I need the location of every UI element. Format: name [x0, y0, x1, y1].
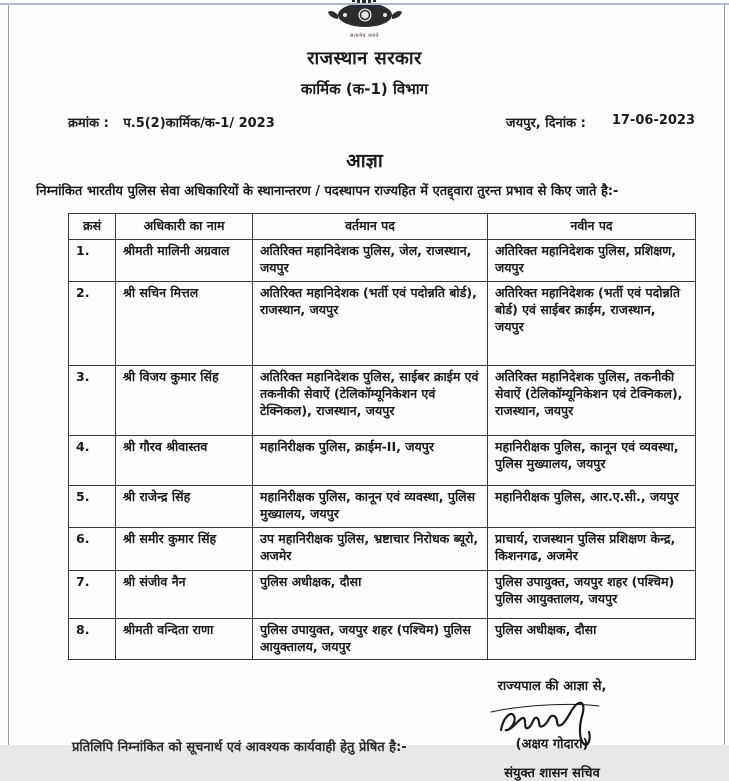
cell-current-post: अतिरिक्त महानिदेशक पुलिस, जेल, राजस्थान, जयपुर	[253, 239, 488, 281]
table-header-row	[69, 213, 696, 239]
document-header	[0, 0, 729, 99]
reference-number: प.5(2)कार्मिक/क-1/ 2023	[123, 116, 275, 131]
scan-edge-top	[0, 3, 729, 5]
department-title: कार्मिक (क-1) विभाग	[300, 80, 429, 98]
cell-new-post: प्राचार्य, राजस्थान पुलिस प्रशिक्षण केन्द्र, किशनगढ, अजमेर	[488, 527, 696, 570]
signatory-name: (अक्षय गोदारा)	[515, 736, 589, 752]
intro-paragraph: निम्नांकित भारतीय पुलिस सेवा अधिकारियों के स्थानान्तरण / पदस्थापन राज्यहित में एतद्द्वारा तुरन्त प्रभाव से किए जाते है:-	[36, 184, 619, 199]
table-row	[69, 570, 696, 618]
cell-officer-name: श्री सचिन मित्तल	[116, 281, 253, 365]
cell-new-post: पुलिस उपायुक्त, जयपुर शहर (पश्चिम) पुलिस आयुक्तालय, जयपुर	[488, 570, 696, 618]
table-row	[69, 618, 696, 659]
transfer-table	[68, 213, 696, 660]
cell-officer-name: श्रीमती मालिनी अग्रवाल	[116, 239, 253, 281]
cell-current-post: अतिरिक्त महानिदेशक (भर्ती एवं पदोन्नति बोर्ड), राजस्थान, जयपुर	[253, 281, 488, 365]
cell-sno: 4.	[69, 435, 116, 485]
cell-new-post: पुलिस अधीक्षक, दौसा	[488, 618, 696, 659]
cell-sno: 5.	[69, 485, 116, 527]
table-row	[69, 485, 696, 527]
cell-sno: 6.	[69, 527, 116, 570]
cell-sno: 8.	[69, 618, 116, 659]
rajasthan-emblem	[0, 0, 729, 42]
cell-current-post: पुलिस अधीक्षक, दौसा	[253, 570, 488, 618]
state-emblem-icon	[322, 0, 408, 36]
signatory-title: संयुक्त शासन सचिव	[504, 765, 600, 781]
cell-new-post: अतिरिक्त महानिदेशक पुलिस, प्रशिक्षण, जयपुर	[488, 239, 696, 281]
cell-current-post: अतिरिक्त महानिदेशक पुलिस, साईबर क्राईम एवं तकनीकी सेवाऐं (टेलिकॉम्यूनिकेशन एवं टेक्निकल), राजस्थान, जयपुर	[253, 365, 488, 435]
emblem-caption: सत्यमेव जयते	[349, 33, 380, 39]
table-row	[69, 239, 696, 281]
cell-sno: 2.	[69, 281, 116, 365]
footer-cutoff-line: प्रतिलिपि निम्नांकित को सूचनार्थ एवं आवश्यक कार्यवाही हेतु प्रेषित है:-	[72, 740, 407, 755]
reference-number-block	[68, 113, 275, 131]
scan-edge-left	[8, 5, 9, 745]
order-date: 17-06-2023	[611, 113, 695, 128]
cell-new-post: महानिरीक्षक पुलिस, आर.ए.सी., जयपुर	[488, 485, 696, 527]
cell-new-post: अतिरिक्त महानिदेशक (भर्ती एवं पदोन्नति बोर्ड) एवं साईबर क्राईम, राजस्थान, जयपुर	[488, 281, 696, 365]
table-row	[69, 281, 696, 365]
col-header-name: अधिकारी का नाम	[116, 213, 253, 239]
col-header-new-post: नवीन पद	[488, 213, 696, 239]
place-date-label: जयपुर, दिनांक :	[505, 116, 586, 131]
cell-officer-name: श्रीमती वन्दिता राणा	[116, 618, 253, 659]
order-title: आज्ञा	[346, 150, 383, 172]
cell-new-post: महानिरीक्षक पुलिस, कानून एवं व्यवस्था, पुलिस मुख्यालय, जयपुर	[488, 435, 696, 485]
cell-current-post: महानिरीक्षक पुलिस, क्राईम-II, जयपुर	[253, 435, 488, 485]
cell-current-post: महानिरीक्षक पुलिस, कानून एवं व्यवस्था, पुलिस मुख्यालय, जयपुर	[253, 485, 488, 527]
cell-officer-name: श्री संजीव नैन	[116, 570, 253, 618]
cell-current-post: पुलिस उपायुक्त, जयपुर शहर (पश्चिम) पुलिस आयुक्तालय, जयपुर	[253, 618, 488, 659]
cell-current-post: उप महानिरीक्षक पुलिस, भ्रष्टाचार निरोधक ब्यूरो, अजमेर	[253, 527, 488, 570]
reference-label: क्रमांक :	[68, 116, 109, 131]
by-order-text: राज्यपाल की आज्ञा से,	[497, 678, 607, 694]
cell-new-post: अतिरिक्त महानिदेशक पुलिस, तकनीकी सेवाऐं (टेलिकॉम्यूनिकेशन एवं टेक्निकल), राजस्थान, जयपुर	[488, 365, 696, 435]
col-header-current-post: वर्तमान पद	[253, 213, 488, 239]
place-date-block	[506, 113, 695, 131]
cell-sno: 1.	[69, 239, 116, 281]
table-row	[69, 527, 696, 570]
cell-officer-name: श्री गौरव श्रीवास्तव	[116, 435, 253, 485]
col-header-sno: क्रसं	[69, 213, 116, 239]
table-row	[69, 435, 696, 485]
table-row	[69, 365, 696, 435]
government-title: राजस्थान सरकार	[307, 48, 422, 69]
reference-row	[68, 113, 695, 131]
cell-officer-name: श्री राजेन्द्र सिंह	[116, 485, 253, 527]
signoff-block	[427, 676, 677, 781]
cell-sno: 7.	[69, 570, 116, 618]
scan-edge-right	[724, 5, 725, 745]
cell-officer-name: श्री विजय कुमार सिंह	[116, 365, 253, 435]
cell-sno: 3.	[69, 365, 116, 435]
cell-officer-name: श्री समीर कुमार सिंह	[116, 527, 253, 570]
